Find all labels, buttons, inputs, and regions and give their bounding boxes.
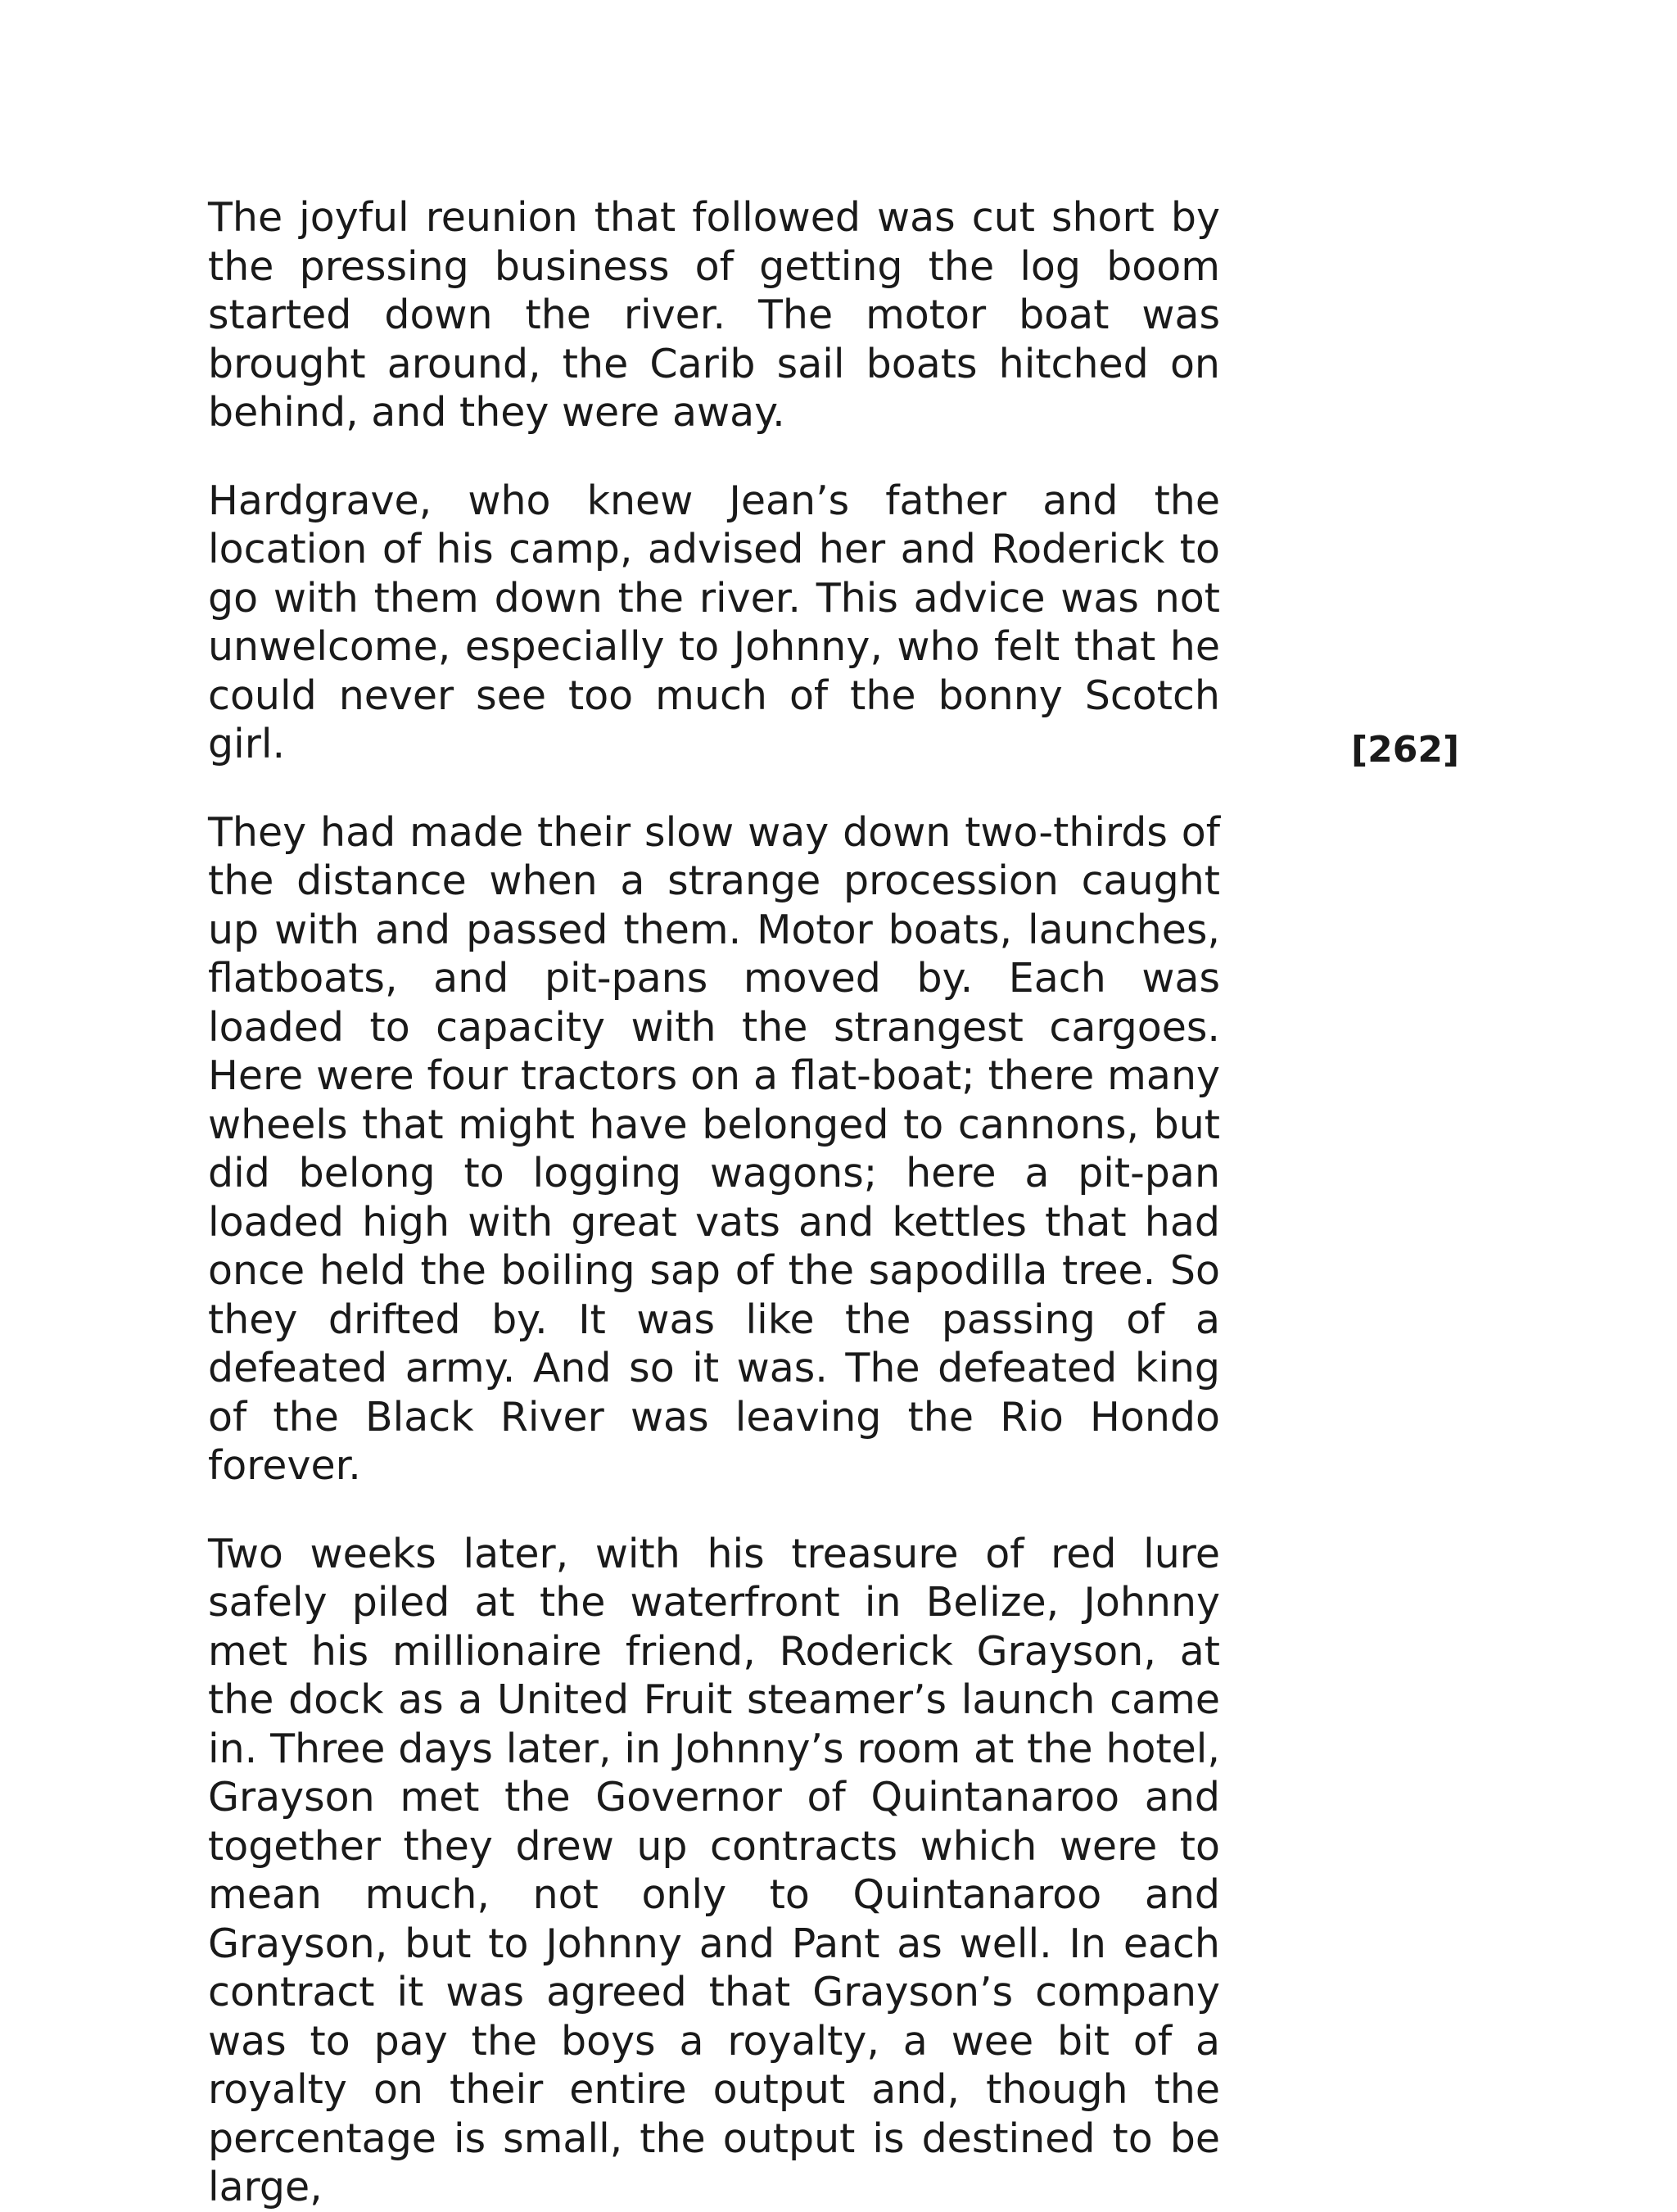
text-column (208, 193, 1220, 2212)
paragraph-reunion: The joyful reunion that followed was cut short by the pressing business of getting the log boom started down the river. The motor boat was brought around, the Carib sail boats hitched on behind, and they were away. (208, 194, 1220, 436)
paragraph-hardgrave: Hardgrave, who knew Jean’s father and the location of his camp, advised her and Roderick to go with them down the river. This advice was not unwelcome, especially to Johnny, who felt that he could never see too much of the bonny Scotch girl. (208, 477, 1220, 767)
paragraph-contracts: Two weeks later, with his treasure of red lure safely piled at the waterfront in Belize, Johnny met his millionaire friend, Roderick Grayson, at the dock as a United Fruit steamer’s launch came in. Three days later, in Johnny’s room at the hotel, Grayson met the Governor of Quintanaroo and together they drew up contracts which were to mean much, not only to Quintanaroo and Grayson, but to Johnny and Pant as well. In each contract it was agreed that Grayson’s company was to pay the boys a royalty, a wee bit of a royalty on their entire output and, though the percentage is small, the output is destined to be large, (208, 1530, 1220, 2210)
paragraph-procession: They had made their slow way down two-thirds of the distance when a strange procession caught up with and passed them. Motor boats, launches, flatboats, and pit-pans moved by. Each was loaded to capacity with the strangest cargoes. Here were four tractors on a flat-boat; there many wheels that might have belonged to cannons, but did belong to logging wagons; here a pit-pan loaded high with great vats and kettles that had once held the boiling sap of the sapodilla tree. So they drifted by. It was like the passing of a defeated army. And so it was. The defeated king of the Black River was leaving the Rio Hondo forever. (208, 808, 1220, 1489)
page-number: [262] (1351, 729, 1460, 771)
